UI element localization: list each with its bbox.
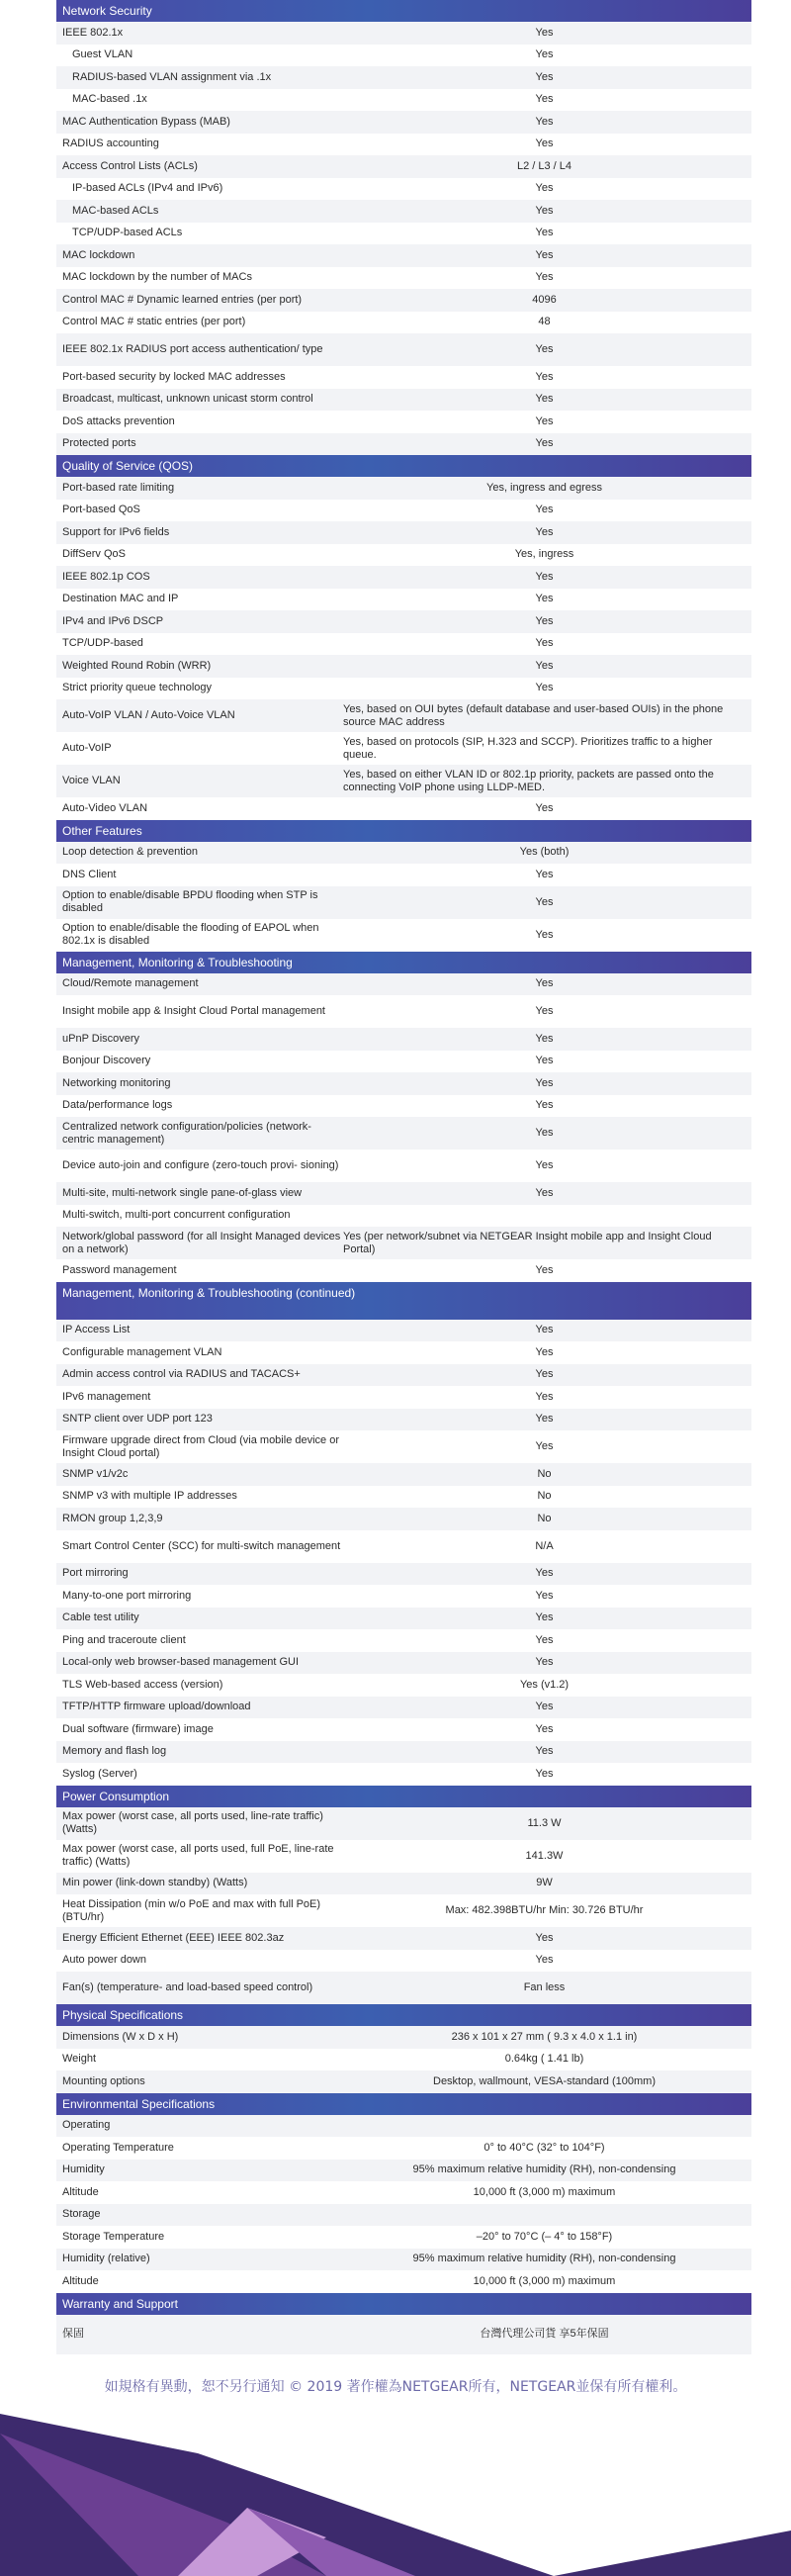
spec-label: SNMP v3 with multiple IP addresses bbox=[62, 1490, 237, 1503]
spec-label: Max power (worst case, all ports used, line-rate traffic) (Watts) bbox=[62, 1810, 323, 1835]
spec-value: Yes bbox=[535, 614, 554, 627]
spec-label: IEEE 802.1x RADIUS port access authentication/ type bbox=[62, 343, 323, 355]
spec-row bbox=[56, 1227, 751, 1259]
spec-value: Yes bbox=[535, 928, 554, 941]
spec-label: Weighted Round Robin (WRR) bbox=[62, 659, 212, 672]
spec-row bbox=[56, 1259, 751, 1282]
spec-row bbox=[56, 1430, 751, 1463]
spec-row bbox=[56, 2226, 751, 2249]
spec-label: Destination MAC and IP bbox=[62, 593, 179, 605]
spec-value: Yes bbox=[535, 1159, 554, 1171]
spec-label: Dual software (firmware) image bbox=[62, 1722, 214, 1735]
spec-row bbox=[56, 389, 751, 412]
spec-row bbox=[56, 973, 751, 996]
spec-row bbox=[56, 1608, 751, 1630]
spec-value: Yes bbox=[535, 1745, 554, 1758]
spec-row bbox=[56, 633, 751, 656]
spec-value: 95% maximum relative humidity (RH), non-condensing bbox=[412, 2253, 676, 2265]
spec-value: Yes bbox=[535, 1186, 554, 1199]
spec-value: No bbox=[537, 1467, 552, 1480]
spec-value: Desktop, wallmount, VESA-standard (100mm) bbox=[433, 2074, 656, 2087]
section-header: Warranty and Support bbox=[56, 2293, 751, 2315]
spec-label: Memory and flash log bbox=[62, 1745, 167, 1758]
spec-row bbox=[56, 1652, 751, 1675]
spec-label: Port mirroring bbox=[62, 1567, 129, 1580]
spec-value: Yes bbox=[535, 1567, 554, 1580]
spec-row bbox=[56, 1763, 751, 1786]
spec-label: Max power (worst case, all ports used, full PoE, line-rate traffic) (Watts) bbox=[62, 1843, 334, 1868]
spec-value: Yes bbox=[535, 1055, 554, 1067]
section-header: Environmental Specifications bbox=[56, 2093, 751, 2115]
spec-value: 0.64kg ( 1.41 lb) bbox=[504, 2053, 584, 2066]
spec-label: Password management bbox=[62, 1263, 177, 1276]
spec-value: Yes bbox=[535, 138, 554, 150]
spec-row bbox=[56, 995, 751, 1028]
spec-value: Yes bbox=[535, 48, 554, 61]
spec-label: MAC Authentication Bypass (MAB) bbox=[62, 115, 230, 128]
spec-row bbox=[56, 2315, 751, 2354]
spec-label: Heat Dissipation (min w/o PoE and max with full PoE) (BTU/hr) bbox=[62, 1897, 321, 1923]
spec-label: DoS attacks prevention bbox=[62, 414, 175, 427]
spec-row bbox=[56, 1585, 751, 1608]
spec-row bbox=[56, 2181, 751, 2204]
spec-value: Yes, based on either VLAN ID or 802.1p priority, packets are passed onto the connecting VoIP phone using LLDP-MED. bbox=[343, 768, 714, 793]
spec-value: Yes bbox=[535, 1032, 554, 1045]
spec-row bbox=[56, 2160, 751, 2182]
spec-value: Yes bbox=[535, 525, 554, 538]
spec-label: TLS Web-based access (version) bbox=[62, 1678, 223, 1691]
spec-row bbox=[56, 134, 751, 156]
spec-label: Guest VLAN bbox=[72, 48, 133, 61]
spec-label: Operating bbox=[62, 2119, 111, 2132]
spec-label: 保固 bbox=[62, 2328, 84, 2340]
spec-value: Yes bbox=[535, 1954, 554, 1967]
spec-row bbox=[56, 2115, 751, 2138]
spec-row bbox=[56, 1629, 751, 1652]
spec-row bbox=[56, 1182, 751, 1205]
spec-row bbox=[56, 477, 751, 500]
spec-value: Yes, based on protocols (SIP, H.323 and SCCP). Prioritizes traffic to a higher queue. bbox=[343, 735, 713, 761]
spec-sheet bbox=[56, 0, 751, 2354]
spec-value: Yes bbox=[535, 1413, 554, 1426]
spec-value: Yes (both) bbox=[519, 846, 570, 859]
spec-row bbox=[56, 1320, 751, 1342]
spec-value: Yes bbox=[535, 227, 554, 239]
spec-label: RADIUS-based VLAN assignment via .1x bbox=[72, 70, 272, 83]
spec-label: Cloud/Remote management bbox=[62, 977, 199, 990]
spec-row bbox=[56, 544, 751, 567]
spec-value: Yes (v1.2) bbox=[519, 1678, 570, 1691]
spec-row bbox=[56, 2049, 751, 2071]
spec-row bbox=[56, 1674, 751, 1697]
spec-label: MAC-based .1x bbox=[72, 93, 147, 106]
spec-label: Humidity (relative) bbox=[62, 2253, 150, 2265]
spec-value: Yes bbox=[535, 1633, 554, 1646]
spec-value: Yes bbox=[535, 659, 554, 672]
spec-value: Yes bbox=[535, 93, 554, 106]
spec-value: Yes bbox=[535, 1076, 554, 1089]
spec-row bbox=[56, 289, 751, 312]
spec-row bbox=[56, 312, 751, 334]
spec-label: uPnP Discovery bbox=[62, 1032, 140, 1045]
spec-label: Auto-Video VLAN bbox=[62, 801, 148, 814]
spec-value: 236 x 101 x 27 mm ( 9.3 x 4.0 x 1.1 in) bbox=[451, 2030, 638, 2043]
spec-row bbox=[56, 155, 751, 178]
spec-row bbox=[56, 1150, 751, 1182]
spec-value: Yes bbox=[535, 1368, 554, 1381]
spec-row bbox=[56, 797, 751, 820]
spec-value: Max: 482.398BTU/hr Min: 30.726 BTU/hr bbox=[445, 1904, 644, 1916]
spec-label: SNMP v1/v2c bbox=[62, 1467, 129, 1480]
spec-row bbox=[56, 2137, 751, 2160]
spec-row bbox=[56, 919, 751, 952]
spec-value: Yes bbox=[535, 1722, 554, 1735]
spec-value: Yes bbox=[535, 1767, 554, 1780]
spec-row bbox=[56, 2204, 751, 2227]
spec-value: Yes bbox=[535, 182, 554, 195]
spec-value: Yes bbox=[535, 370, 554, 383]
spec-label: Insight mobile app & Insight Cloud Portal management bbox=[62, 1005, 325, 1017]
spec-label: DiffServ QoS bbox=[62, 548, 126, 561]
spec-value: Yes bbox=[535, 393, 554, 406]
spec-row bbox=[56, 1894, 751, 1927]
spec-row bbox=[56, 2026, 751, 2049]
spec-label: Access Control Lists (ACLs) bbox=[62, 159, 198, 172]
spec-label: Option to enable/disable BPDU flooding when STP is disabled bbox=[62, 889, 318, 914]
spec-label: Cable test utility bbox=[62, 1611, 139, 1624]
spec-row bbox=[56, 842, 751, 865]
spec-label: Firmware upgrade direct from Cloud (via mobile device or Insight Cloud portal) bbox=[62, 1433, 339, 1459]
spec-row bbox=[56, 1950, 751, 1973]
spec-value: Yes, ingress and egress bbox=[486, 481, 602, 494]
spec-label: MAC-based ACLs bbox=[72, 204, 159, 217]
spec-label: Device auto-join and configure (zero-touch provi- sioning) bbox=[62, 1159, 339, 1171]
spec-label: IPv4 and IPv6 DSCP bbox=[62, 614, 164, 627]
spec-label: Configurable management VLAN bbox=[62, 1345, 222, 1358]
spec-label: Smart Control Center (SCC) for multi-switch management bbox=[62, 1539, 341, 1552]
spec-label: IPv6 management bbox=[62, 1390, 151, 1403]
spec-value: N/A bbox=[535, 1539, 554, 1552]
spec-label: Port-based security by locked MAC addresses bbox=[62, 370, 286, 383]
spec-row bbox=[56, 886, 751, 919]
spec-row bbox=[56, 1409, 751, 1431]
spec-label: RADIUS accounting bbox=[62, 138, 159, 150]
spec-value: Yes bbox=[535, 1099, 554, 1112]
spec-label: MAC lockdown bbox=[62, 248, 135, 261]
spec-value: Yes bbox=[535, 1701, 554, 1713]
section-header: Management, Monitoring & Troubleshooting (continued) bbox=[56, 1282, 751, 1320]
spec-value: 0° to 40°C (32° to 104°F) bbox=[483, 2141, 605, 2154]
spec-row bbox=[56, 1927, 751, 1950]
section-header: Power Consumption bbox=[56, 1786, 751, 1807]
spec-value: –20° to 70°C (– 4° to 158°F) bbox=[476, 2230, 613, 2243]
spec-label: SNTP client over UDP port 123 bbox=[62, 1413, 213, 1426]
spec-label: Storage Temperature bbox=[62, 2230, 165, 2243]
spec-label: Admin access control via RADIUS and TACACS+ bbox=[62, 1368, 301, 1381]
spec-label: RMON group 1,2,3,9 bbox=[62, 1512, 163, 1524]
spec-value: Yes bbox=[535, 1324, 554, 1336]
spec-row bbox=[56, 678, 751, 700]
spec-label: Data/performance logs bbox=[62, 1099, 173, 1112]
spec-value: Fan less bbox=[523, 1981, 566, 1993]
footer-decoration bbox=[0, 2414, 791, 2576]
spec-row bbox=[56, 200, 751, 223]
spec-value: Yes bbox=[535, 1589, 554, 1602]
spec-value: 台灣代理公司貨 享5年保固 bbox=[480, 2328, 609, 2340]
spec-value: 48 bbox=[538, 316, 551, 328]
spec-row bbox=[56, 610, 751, 633]
spec-row bbox=[56, 1697, 751, 1719]
spec-row bbox=[56, 22, 751, 45]
spec-row bbox=[56, 2249, 751, 2271]
spec-value: Yes bbox=[535, 1127, 554, 1139]
spec-value: L2 / L3 / L4 bbox=[516, 159, 572, 172]
spec-value: 9W bbox=[536, 1877, 553, 1889]
spec-row bbox=[56, 1117, 751, 1150]
spec-value: Yes bbox=[535, 1263, 554, 1276]
section-header: Quality of Service (QOS) bbox=[56, 455, 751, 477]
spec-value: 10,000 ft (3,000 m) maximum bbox=[473, 2274, 616, 2287]
spec-label: Mounting options bbox=[62, 2074, 145, 2087]
spec-row bbox=[56, 521, 751, 544]
spec-row bbox=[56, 655, 751, 678]
spec-row bbox=[56, 333, 751, 366]
spec-value: 95% maximum relative humidity (RH), non-condensing bbox=[412, 2163, 676, 2176]
spec-label: IEEE 802.1p COS bbox=[62, 570, 150, 583]
spec-label: Altitude bbox=[62, 2185, 99, 2198]
spec-row bbox=[56, 1530, 751, 1563]
spec-row bbox=[56, 178, 751, 201]
copyright-footnote: 如規格有異動，恕不另行通知 © 2019 著作權為NETGEAR所有，NETGEAR並保有所有權利。 bbox=[104, 2379, 687, 2395]
spec-row bbox=[56, 699, 751, 732]
spec-row bbox=[56, 1486, 751, 1509]
spec-label: Voice VLAN bbox=[62, 775, 121, 786]
spec-value: Yes bbox=[535, 1931, 554, 1944]
spec-value: Yes bbox=[535, 593, 554, 605]
spec-value: Yes bbox=[535, 1611, 554, 1624]
spec-label: Port-based QoS bbox=[62, 504, 140, 516]
spec-label: Weight bbox=[62, 2053, 97, 2066]
spec-row bbox=[56, 411, 751, 433]
spec-value: No bbox=[537, 1490, 552, 1503]
spec-label: Operating Temperature bbox=[62, 2141, 174, 2154]
spec-row bbox=[56, 66, 751, 89]
spec-row bbox=[56, 1741, 751, 1764]
spec-label: Auto-VoIP VLAN / Auto-Voice VLAN bbox=[62, 709, 235, 721]
spec-value: 10,000 ft (3,000 m) maximum bbox=[473, 2185, 616, 2198]
spec-label: Humidity bbox=[62, 2163, 105, 2176]
spec-row bbox=[56, 589, 751, 611]
spec-value: Yes bbox=[535, 1440, 554, 1452]
spec-value: 4096 bbox=[532, 293, 557, 306]
spec-row bbox=[56, 2070, 751, 2093]
spec-value: Yes bbox=[535, 801, 554, 814]
spec-value: Yes bbox=[535, 570, 554, 583]
spec-row bbox=[56, 1072, 751, 1095]
spec-value: 11.3 W bbox=[527, 1816, 562, 1829]
spec-label: Strict priority queue technology bbox=[62, 682, 213, 694]
spec-label: Support for IPv6 fields bbox=[62, 525, 170, 538]
spec-value: Yes bbox=[535, 895, 554, 908]
spec-label: Altitude bbox=[62, 2274, 99, 2287]
spec-value: Yes, based on OUI bytes (default database and user-based OUIs) in the phone source MAC address bbox=[343, 702, 724, 728]
spec-label: TCP/UDP-based bbox=[62, 637, 143, 650]
spec-row bbox=[56, 366, 751, 389]
spec-row bbox=[56, 111, 751, 134]
spec-value: Yes bbox=[535, 1345, 554, 1358]
spec-label: Energy Efficient Ethernet (EEE) IEEE 802.3az bbox=[62, 1931, 285, 1944]
spec-row bbox=[56, 1028, 751, 1051]
spec-label: Fan(s) (temperature- and load-based speed control) bbox=[62, 1981, 313, 1993]
spec-label: Option to enable/disable the flooding of EAPOL when 802.1x is disabled bbox=[62, 922, 319, 947]
spec-label: Min power (link-down standby) (Watts) bbox=[62, 1877, 248, 1889]
spec-label: Syslog (Server) bbox=[62, 1767, 137, 1780]
spec-value: Yes bbox=[535, 868, 554, 880]
spec-value: Yes bbox=[535, 248, 554, 261]
spec-value: Yes bbox=[535, 26, 554, 39]
spec-row bbox=[56, 1205, 751, 1228]
spec-row bbox=[56, 1051, 751, 1073]
spec-label: Local-only web browser-based management GUI bbox=[62, 1656, 300, 1669]
spec-row bbox=[56, 732, 751, 765]
spec-row bbox=[56, 1718, 751, 1741]
spec-value: Yes bbox=[535, 271, 554, 284]
spec-label: Broadcast, multicast, unknown unicast storm control bbox=[62, 393, 313, 406]
spec-row bbox=[56, 1095, 751, 1118]
spec-label: Dimensions (W x D x H) bbox=[62, 2030, 179, 2043]
spec-value: Yes bbox=[535, 1390, 554, 1403]
spec-label: Many-to-one port mirroring bbox=[62, 1589, 192, 1602]
spec-value: Yes bbox=[535, 1005, 554, 1017]
spec-label: Centralized network configuration/policies (network-centric management) bbox=[62, 1120, 311, 1146]
spec-value: Yes bbox=[535, 682, 554, 694]
spec-value: Yes bbox=[535, 1656, 554, 1669]
spec-row bbox=[56, 500, 751, 522]
spec-label: Protected ports bbox=[62, 437, 136, 450]
spec-value: Yes bbox=[535, 115, 554, 128]
section-header: Network Security bbox=[56, 0, 751, 22]
section-header: Other Features bbox=[56, 820, 751, 842]
spec-label: Control MAC # Dynamic learned entries (per port) bbox=[62, 293, 303, 306]
spec-row bbox=[56, 1508, 751, 1530]
spec-value: Yes bbox=[535, 343, 554, 355]
spec-value: Yes, ingress bbox=[514, 548, 574, 561]
spec-value: No bbox=[537, 1512, 552, 1524]
spec-row bbox=[56, 1341, 751, 1364]
spec-row bbox=[56, 1563, 751, 1586]
spec-row bbox=[56, 566, 751, 589]
spec-row bbox=[56, 433, 751, 456]
spec-label: Auto-VoIP bbox=[62, 742, 112, 754]
spec-value: 141.3W bbox=[525, 1849, 564, 1862]
section-header: Physical Specifications bbox=[56, 2004, 751, 2026]
spec-value: Yes bbox=[535, 504, 554, 516]
spec-row bbox=[56, 223, 751, 245]
spec-value: Yes bbox=[535, 977, 554, 990]
spec-value: Yes bbox=[535, 204, 554, 217]
spec-label: Bonjour Discovery bbox=[62, 1055, 151, 1067]
spec-row bbox=[56, 244, 751, 267]
spec-value: Yes bbox=[535, 414, 554, 427]
spec-row bbox=[56, 267, 751, 290]
spec-label: Networking monitoring bbox=[62, 1076, 171, 1089]
spec-label: MAC lockdown by the number of MACs bbox=[62, 271, 252, 284]
spec-row bbox=[56, 2270, 751, 2293]
spec-label: TFTP/HTTP firmware upload/download bbox=[62, 1701, 251, 1713]
spec-label: Loop detection & prevention bbox=[62, 846, 198, 859]
spec-row bbox=[56, 89, 751, 112]
spec-label: DNS Client bbox=[62, 868, 117, 880]
spec-label: IP-based ACLs (IPv4 and IPv6) bbox=[72, 182, 223, 195]
spec-row bbox=[56, 1386, 751, 1409]
spec-row bbox=[56, 1873, 751, 1895]
spec-label: Auto power down bbox=[62, 1954, 146, 1967]
spec-value: Yes bbox=[535, 70, 554, 83]
spec-label: Multi-switch, multi-port concurrent configuration bbox=[62, 1209, 291, 1222]
section-header: Management, Monitoring & Troubleshooting bbox=[56, 952, 751, 973]
spec-row bbox=[56, 1463, 751, 1486]
spec-label: Storage bbox=[62, 2208, 101, 2221]
spec-label: Control MAC # static entries (per port) bbox=[62, 316, 246, 328]
spec-row bbox=[56, 765, 751, 797]
spec-label: IP Access List bbox=[62, 1324, 131, 1336]
spec-label: Multi-site, multi-network single pane-of-glass view bbox=[62, 1186, 303, 1199]
spec-row bbox=[56, 1972, 751, 2004]
spec-value: Yes bbox=[535, 637, 554, 650]
spec-row bbox=[56, 45, 751, 67]
spec-value: Yes (per network/subnet via NETGEAR Insight mobile app and Insight Cloud Portal) bbox=[343, 1230, 712, 1255]
spec-label: IEEE 802.1x bbox=[62, 26, 124, 39]
spec-value: Yes bbox=[535, 437, 554, 450]
spec-row bbox=[56, 1364, 751, 1387]
spec-label: Network/global password (for all Insight Managed devices on a network) bbox=[62, 1230, 341, 1255]
spec-label: Ping and traceroute client bbox=[62, 1633, 186, 1646]
spec-label: Port-based rate limiting bbox=[62, 481, 175, 494]
spec-label: TCP/UDP-based ACLs bbox=[72, 227, 183, 239]
spec-row bbox=[56, 864, 751, 886]
spec-row bbox=[56, 1807, 751, 1840]
spec-row bbox=[56, 1840, 751, 1873]
